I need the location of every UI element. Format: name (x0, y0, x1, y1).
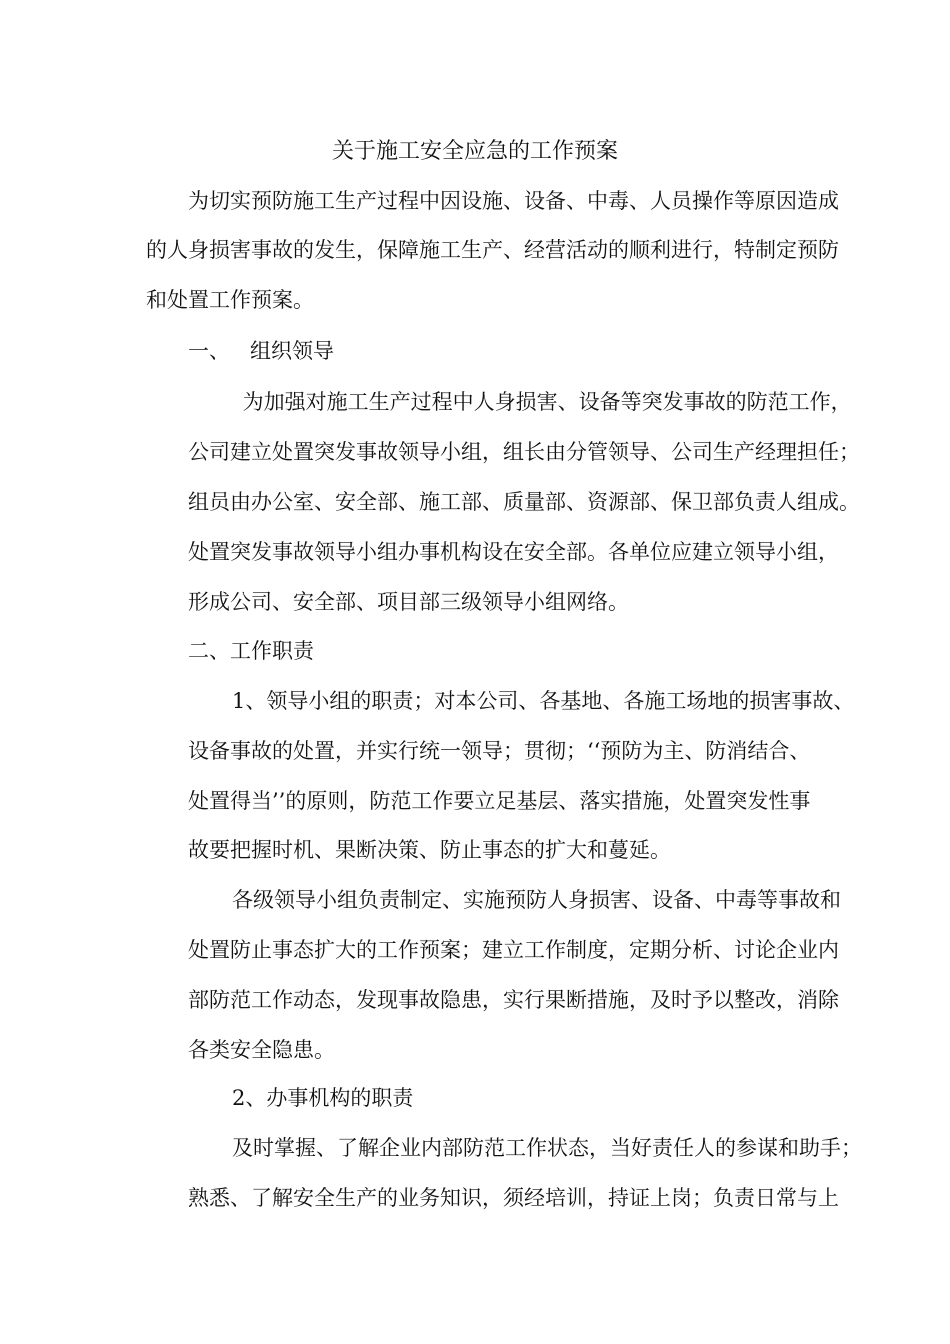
section-1-line-3: 组员由办公室、安全部、施工部、质量部、资源部、保卫部负责人组成。 (188, 490, 860, 514)
section-2-para-1-line-2: 设备事故的处置，并实行统一领导；贯彻；‘‘预防为主、防消结合、 (188, 739, 811, 763)
intro-line-2: 的人身损害事故的发生，保障施工生产、经营活动的顺利进行，特制定预防 (146, 238, 839, 262)
section-1-line-5: 形成公司、安全部、项目部三级领导小组网络。 (188, 590, 629, 614)
section-2-para-3-line-2: 熟悉、了解安全生产的业务知识，须经培训，持证上岗；负责日常与上 (188, 1186, 839, 1210)
intro-line-1: 为切实预防施工生产过程中因设施、设备、中毒、人员操作等原因造成 (188, 189, 839, 213)
section-2-para-1-line-4: 故要把握时机、果断决策、防止事态的扩大和蔓延。 (188, 838, 671, 862)
section-1-line-1: 为加强对施工生产过程中人身损害、设备等突发事故的防范工作， (236, 390, 852, 414)
section-2-para-2-line-4: 各类安全隐患。 (188, 1038, 335, 1062)
section-1-line-4: 处置突发事故领导小组办事机构设在安全部。各单位应建立领导小组， (188, 540, 839, 564)
section-2-para-3-line-1: 及时掌握、了解企业内部防范工作状态，当好责任人的参谋和助手； (232, 1136, 862, 1160)
section-2-para-2-line-3: 部防范工作动态，发现事故隐患，实行果断措施，及时予以整改，消除 (188, 988, 839, 1012)
document-title: 关于施工安全应急的工作预案 (331, 139, 618, 164)
section-1-line-2: 公司建立处置突发事故领导小组，组长由分管领导、公司生产经理担任； (188, 440, 860, 464)
section-2-para-2-line-2: 处置防止事态扩大的工作预案；建立工作制度，定期分析、讨论企业内 (188, 938, 839, 962)
section-2-para-2-line-1: 各级领导小组负责制定、实施预防人身损害、设备、中毒等事故和 (232, 888, 841, 912)
section-2-subheading-2: 2、办事机构的职责 (232, 1086, 414, 1110)
section-2-para-1-line-1: 1、领导小组的职责；对本公司、各基地、各施工场地的损害事故、 (232, 689, 855, 713)
section-1-heading: 一、 组织领导 (188, 339, 335, 363)
intro-line-3: 和处置工作预案。 (146, 288, 314, 312)
section-2-heading: 二、工作职责 (188, 639, 314, 663)
section-2-para-1-line-3: 处置得当’’的原则，防范工作要立足基层、落实措施，处置突发性事 (188, 789, 811, 813)
